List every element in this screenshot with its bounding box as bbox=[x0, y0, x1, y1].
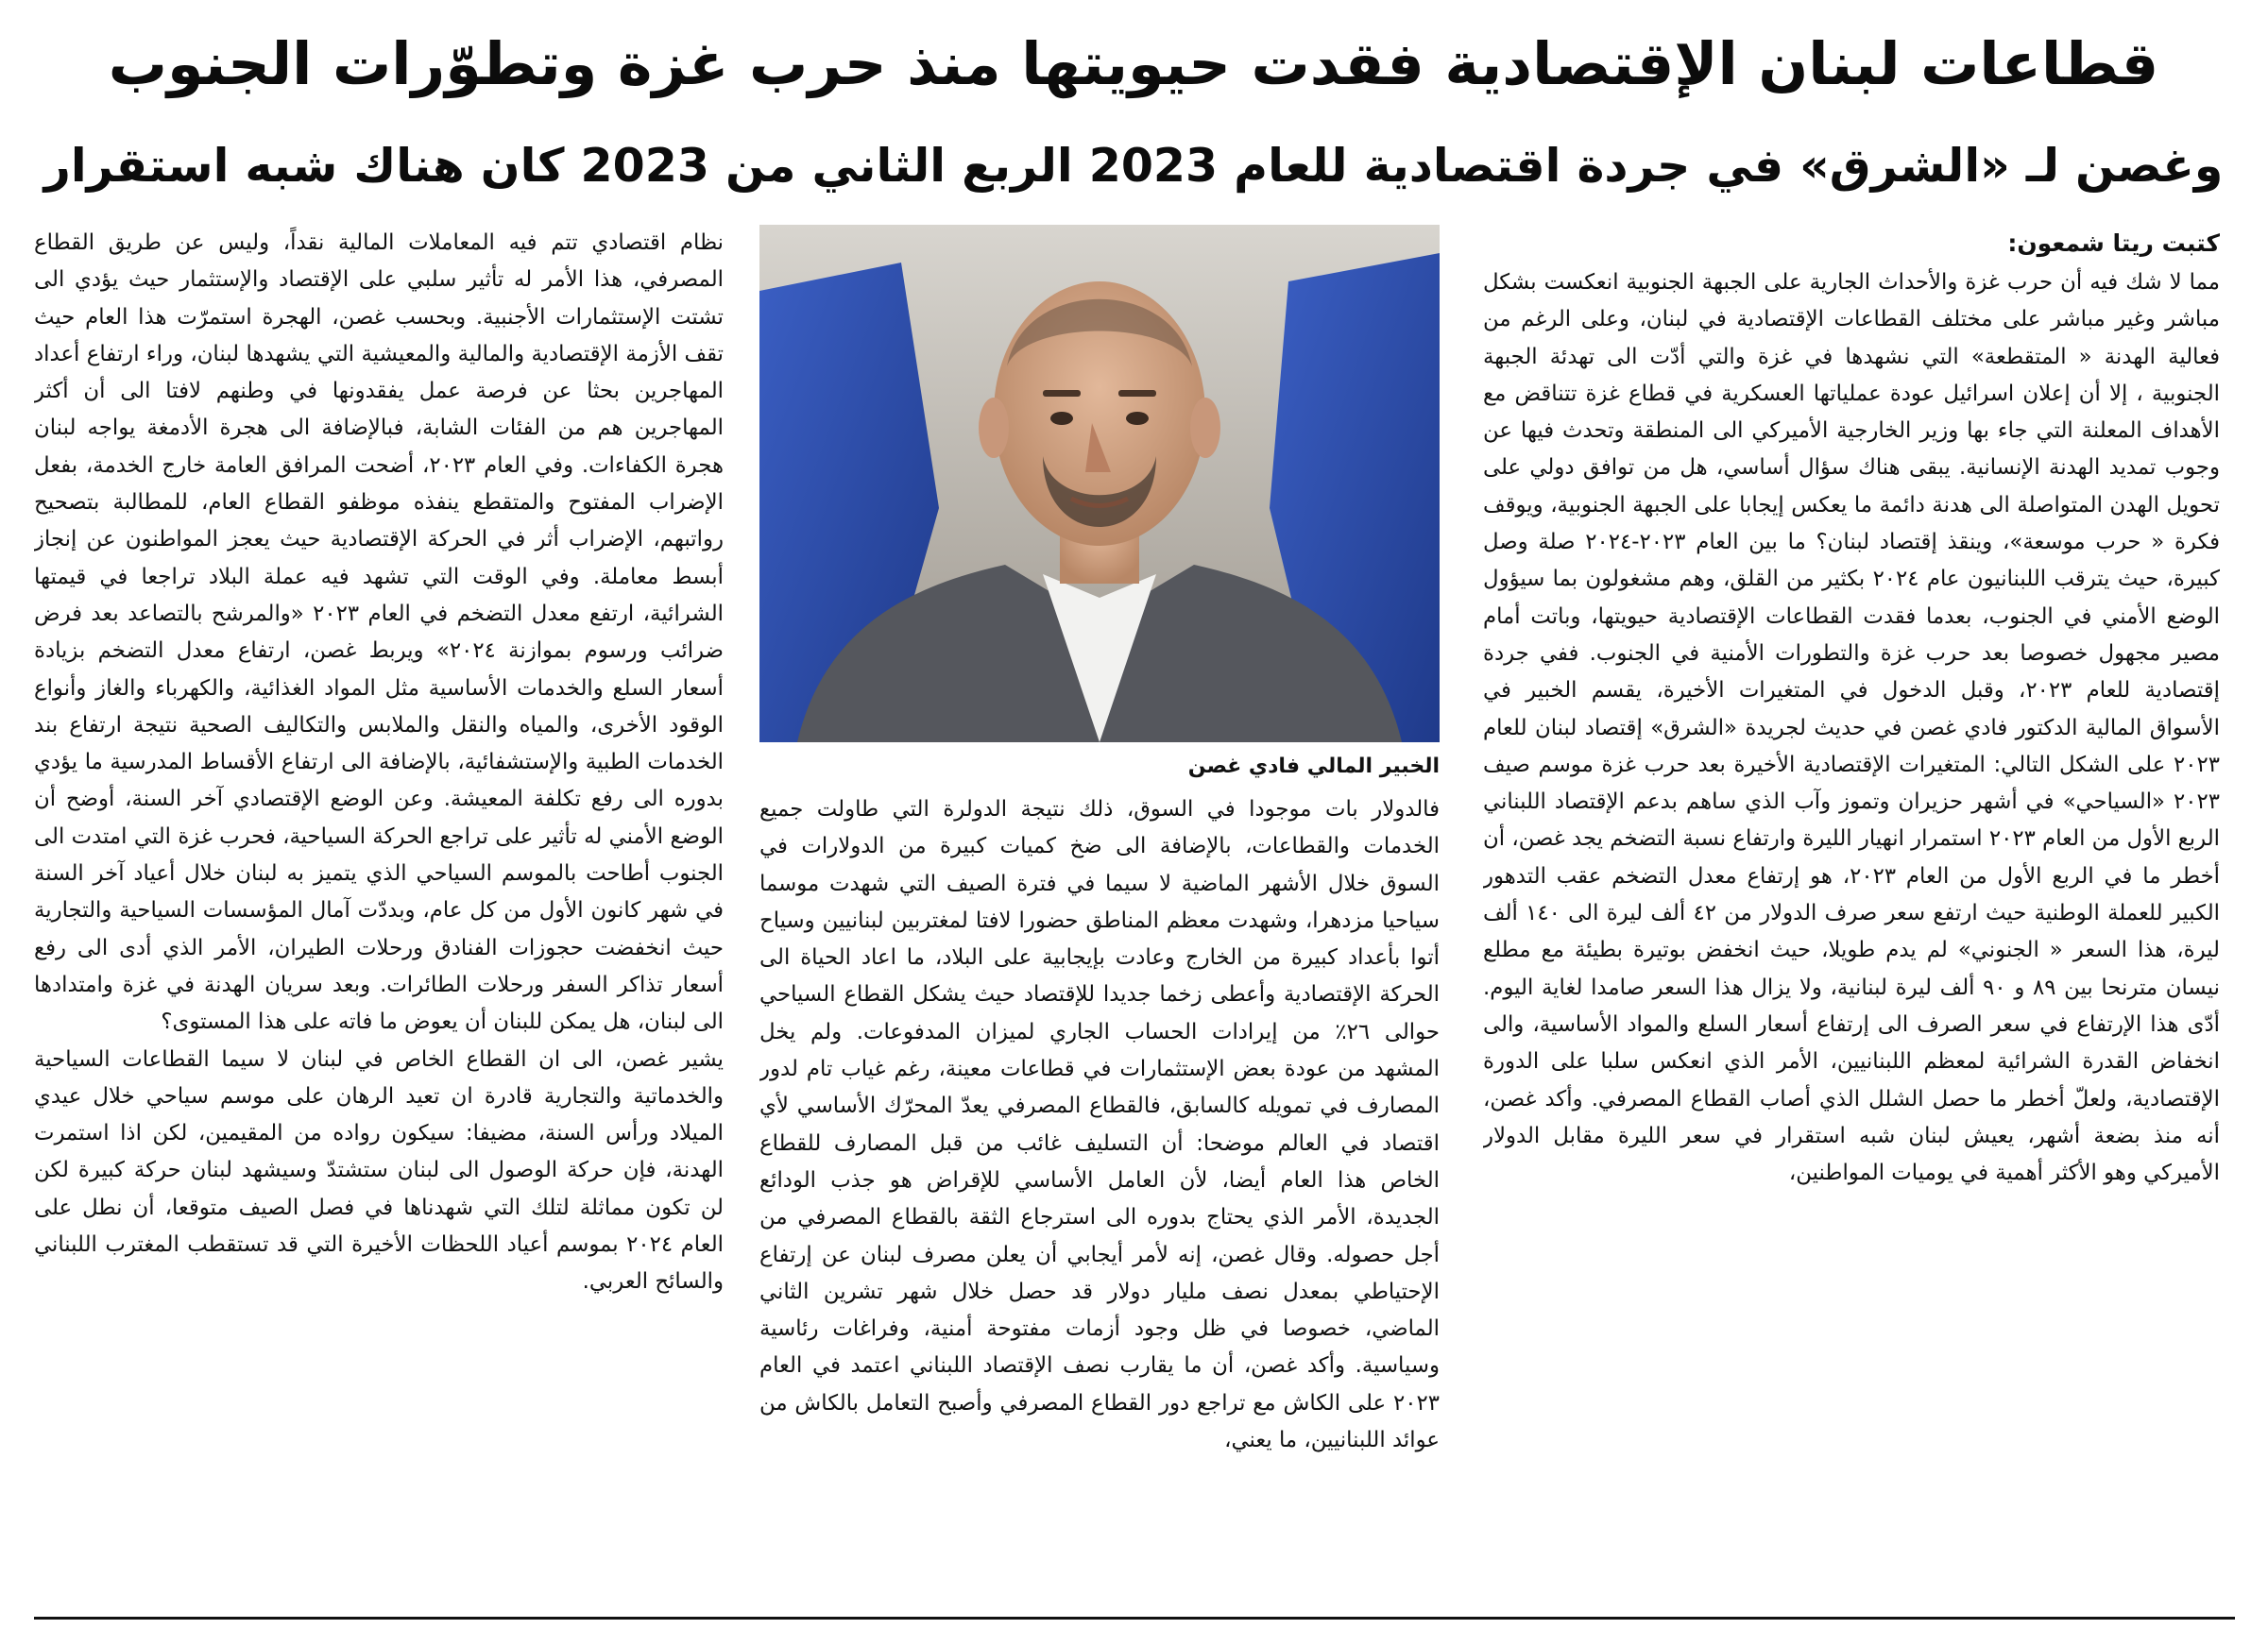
photo-caption: الخبير المالي فادي غصن bbox=[1187, 755, 1440, 778]
headline-line-2: وغصن لـ «الشرق» في جردة اقتصادية للعام 2023 الربع الثاني من 2023 كان هناك شبه استقرار bbox=[43, 139, 2224, 193]
bottom-rule bbox=[34, 1617, 2235, 1620]
headline-line-1: قطاعات لبنان الإقتصادية فقدت حيويتها منذ حرب غزة وتطوّرات الجنوب bbox=[108, 29, 2159, 98]
article-text-col1: مما لا شك فيه أن حرب غزة والأحداث الجارية على الجبهة الجنوبية انعكست بشكل مباشر وغير مباشر على مختلف القطاعات الإقتصادية في لبنان، وعلى الرغم من فعالية الهدنة « المتقطعة» التي نشهدها في غزة والتي أدّت الى تهدئة الجبهة الجنوبية ، إلا أن إعلان اسرائيل عودة عملياتها العسكرية في قطاع غزة تتناقض مع الأهداف المعلنة التي جاء بها وزير الخارجية الأميركي الى المنطقة وتحدث فيها عن وجوب تمديد الهدنة الإنسانية. يبقى هناك سؤال أساسي، هل من توافق دولي على تحويل الهدن المتواصلة الى هدنة دائمة ما يعكس إيجابا على الجبهة الجنوبية، ويوقف فكرة « حرب موسعة»، وينقذ إقتصاد لبنان؟ ما بين العام ٢٠٢٣-٢٠٢٤ صلة وصل كبيرة، حيث يترقب اللبنانيون عام ٢٠٢٤ بكثير من القلق، وهم مشغولون بما سيؤول الوضع الأمني في الجنوب، بعدما فقدت القطاعات الإقتصادية حيويتها، وباتت أمام مصير مجهول خصوصا بعد حرب غزة والتطورات الأمنية في الجنوب. ففي جردة إقتصادية للعام ٢٠٢٣، وقبل الدخول في المتغيرات الأخيرة، يقسم الخبير في الأسواق المالية الدكتور فادي غصن في حديث لجريدة «الشرق» إقتصاد لبنان للعام ٢٠٢٣ على الشكل التالي: المتغيرات الإقتصادية الأخيرة بعد حرب غزة موسم صيف ٢٠٢٣ «السياحي» في أشهر حزيران وتموز وآب الذي ساهم بدعم الإقتصاد اللبناني الربع الأول من العام ٢٠٢٣ استمرار انهيار الليرة وارتفاع نسبة التضخم يجد غصن، أن أخطر ما في الربع الأول من العام ٢٠٢٣، هو إرتفاع معدل التضخم عقب التدهور الكبير للعملة الوطنية حيث ارتفع سعر صرف الدولار من ٤٢ ألف ليرة الى ١٤٠ ألف ليرة، هذا السعر « الجنوني» لم يدم طويلا، حيث انخفض بوتيرة بطيئة مع مطلع نيسان مترنحا بين ٨٩ و ٩٠ ألف ليرة لبنانية، ولا يزال هذا السعر صامدا لغاية اليوم. أدّى هذا الإرتفاع في سعر الصرف الى إرتفاع أسعار السلع والمواد الأساسية، والى انخفاض القدرة الشرائية لمعظم اللبنانيين، الأمر الذي انعكس سلبا على الدورة الإقتصادية، ولعلّ أخطر ما حصل الشلل الذي أصاب القطاع المصرفي. وأكد غصن، أنه منذ بضعة أشهر، يعيش لبنان شبه استقرار في سعر الليرة مقابل الدولار الأميركي وهو الأكثر أهمية في يوميات المواطنين، bbox=[1483, 270, 2220, 1186]
article-text-col2: فالدولار بات موجودا في السوق، ذلك نتيجة الدولرة التي طاولت جميع الخدمات والقطاعات، بالإضافة الى ضخ كميات كبيرة من الدولارات في السوق خلال الأشهر الماضية لا سيما في فترة الصيف التي شهدت موسما سياحيا مزدهرا، وشهدت معظم المناطق حضورا لافتا لمغتربين لبنانيين وسياح أتوا بأعداد كبيرة من الخارج وعادت بإيجابية على البلاد، ما اعاد الحياة الى الحركة الإقتصادية وأعطى زخما جديدا للإقتصاد حيث يشكل القطاع السياحي حوالى ٢٦٪ من إيرادات الحساب الجاري لميزان المدفوعات. ولم يخل المشهد من عودة بعض الإستثمارات في قطاعات معينة، رغم غياب تام لدور المصارف في تمويله كالسابق، فالقطاع المصرفي يعدّ المحرّك الأساسي لأي اقتصاد في العالم موضحا: أن التسليف غائب من قبل المصارف للقطاع الخاص هذا العام أيضا، لأن العامل الأساسي للإقراض هو جذب الودائع الجديدة، الأمر الذي يحتاج بدوره الى استرجاع الثقة بالقطاع المصرفي من أجل حصوله. وقال غصن، إنه لأمر أيجابي أن يعلن مصرف لبنان عن إرتفاع الإحتياطي بمعدل نصف مليار دولار قد حصل خلال شهر تشرين الثاني الماضي، خصوصا في ظل وجود أزمات مفتوحة أمنية، وفراغات رئاسية وسياسية. وأكد غصن، أن ما يقارب نصف الإقتصاد اللبناني اعتمد في العام ٢٠٢٣ على الكاش مع تراجع دور القطاع المصرفي وأصبح التعامل بالكاش من عوائد اللبنانيين، ما يعني، bbox=[759, 797, 1440, 1453]
portrait-photo bbox=[759, 225, 1440, 742]
article-column-left bbox=[34, 225, 724, 1613]
article-column-middle bbox=[759, 225, 1440, 1613]
byline: كتبت ريتا شمعون: bbox=[2007, 229, 2220, 257]
article-text-col3b: يشير غصن، الى ان القطاع الخاص في لبنان لا سيما القطاعات السياحية والخدماتية والتجارية قادرة ان تعيد الرهان على موسم سياحي خلال عيدي الميلاد ورأس السنة، مضيفا: سيكون رواده من المقيمين، لكن اذا استمرت الهدنة، فإن حركة الوصول الى لبنان ستشتدّ وسيشهد لبنان حركة كبيرة لكن لن تكون مماثلة لتلك التي شهدناها في فصل الصيف متوقعا، أن نطل على العام ٢٠٢٤ بموسم أعياد اللحظات الأخيرة التي قد تستقطب المغترب اللبناني والسائح العربي. bbox=[34, 1046, 724, 1295]
article-text-col3a: نظام اقتصادي تتم فيه المعاملات المالية نقداً، وليس عن طريق القطاع المصرفي، هذا الأمر له تأثير سلبي على الإقتصاد والإستثمار حيث يؤدي الى تشتت الإستثمارات الأجنبية. وبحسب غصن، الهجرة استمرّت هذا العام حيث تقف الأزمة الإقتصادية والمالية والمعيشية التي يشهدها لبنان، وراء ارتفاع أعداد المهاجرين بحثا عن فرصة عمل يفقدونها في وطنهم لافتا الى أن أكثر المهاجرين هم من الفئات الشابة، فبالإضافة الى هجرة الأدمغة يواجه لبنان هجرة الكفاءات. وفي العام ٢٠٢٣، أضحت المرافق العامة خارج الخدمة، بفعل الإضراب المفتوح والمتقطع ينفذه موظفو القطاع العام، للمطالبة بتصحيح رواتبهم، الإضراب أثر في الحركة الإقتصادية حيث يعجز المواطنون عن إنجاز أبسط معاملة. وفي الوقت التي تشهد فيه عملة البلاد تراجعا في قيمتها الشرائية، ارتفع معدل التضخم في العام ٢٠٢٣ «والمرشح بالتصاعد بعد فرض ضرائب ورسوم بموازنة ٢٠٢٤» ويربط غصن، ارتفاع معدل التضخم بزيادة أسعار السلع والخدمات الأساسية مثل المواد الغذائية، والكهرباء والغاز وأنواع الوقود الأخرى، والمياه والنقل والملابس والتكاليف الصحية نتيجة ارتفاع بند الخدمات الطبية والإستشفائية، بالإضافة الى ارتفاع الأقساط المدرسية ما يؤدي بدوره الى رفع تكلفة المعيشة. وعن الوضع الإقتصادي آخر السنة، أوضح أن الوضع الأمني له تأثير على تراجع الحركة السياحية، فحرب غزة التي امتدت الى الجنوب أطاحت بالموسم السياحي الذي يتميز به لبنان خلال أعياد آخر السنة في شهر كانون الأول من كل عام، وبددّت آمال المؤسسات السياحية والتجارية حيث انخفضت حجوزات الفنادق ورحلات الطيران، الأمر الذي أدى الى رفع أسعار تذاكر السفر ورحلات الطائرات. وبعد سريان الهدنة في غزة وامتدادها الى لبنان، هل يمكن للبنان أن يعوض ما فاته على هذا المستوى؟ bbox=[34, 230, 724, 1035]
portrait-illustration bbox=[759, 225, 1440, 742]
article-column-right bbox=[1483, 225, 2220, 1613]
